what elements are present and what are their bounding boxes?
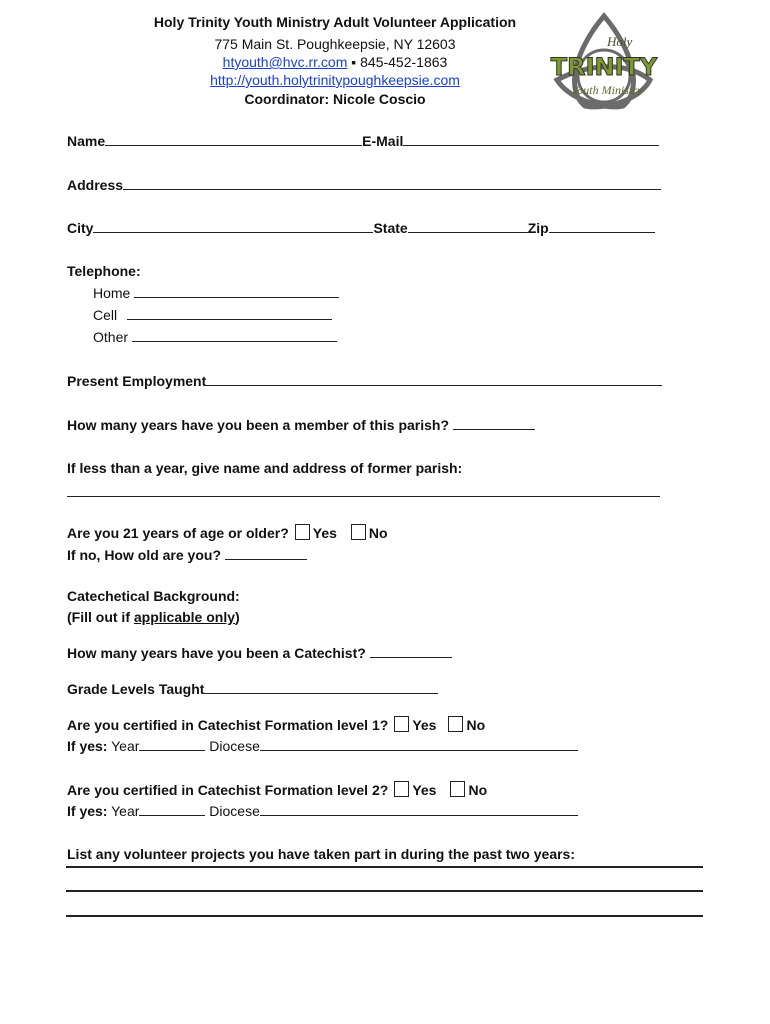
home-label: Home: [93, 285, 131, 301]
how-old-row: [67, 547, 307, 563]
phone-number: ▪ 845-452-1863: [351, 54, 448, 70]
cert1-diocese-label: Diocese: [209, 738, 260, 754]
age-question-label: Are you 21 years of age or older?: [67, 525, 289, 541]
other-label: Other: [93, 329, 129, 345]
cert2-if-yes-label: If yes:: [67, 803, 108, 819]
grade-levels-row: [67, 681, 438, 697]
city-label: City: [67, 220, 94, 236]
telephone-heading: Telephone:: [67, 263, 141, 279]
volunteer-label: List any volunteer projects you have taken part in during the past two years:: [67, 846, 576, 862]
ministry-address: 775 Main St. Poughkeepsie, NY 12603: [214, 36, 456, 52]
name-label: Name: [67, 133, 106, 149]
fill-out-prefix: (Fill out if: [67, 609, 134, 625]
cell-phone-input-line[interactable]: [127, 307, 332, 320]
contact-line: [100, 54, 570, 70]
employment-row: [67, 373, 662, 389]
trinity-logo: [545, 10, 663, 114]
former-parish-row: [67, 484, 660, 500]
fill-out-note: [67, 609, 240, 625]
cert1-if-yes-label: If yes:: [67, 738, 108, 754]
name-row: [67, 133, 659, 149]
years-catechist-input-line[interactable]: [370, 645, 452, 658]
volunteer-line-2[interactable]: [66, 890, 703, 892]
city-row: [67, 220, 655, 236]
logo-word-ministry: Youth Ministry: [571, 83, 643, 97]
cert1-details-row: [67, 738, 578, 754]
address-label: Address: [67, 177, 124, 193]
cert2-no-checkbox[interactable]: [450, 781, 465, 797]
address-input-line[interactable]: [123, 177, 661, 190]
cert2-label: Are you certified in Catechist Formation level 2?: [67, 782, 389, 798]
age-no-label: No: [368, 525, 388, 541]
age-no-checkbox[interactable]: [351, 524, 366, 540]
website-link[interactable]: http://youth.holytrinitypoughkeepsie.com: [210, 72, 460, 88]
employment-label: Present Employment: [67, 373, 207, 389]
catechetical-heading: Catechetical Background:: [67, 588, 240, 604]
applicable-only-text: applicable only: [133, 609, 236, 625]
cert1-diocese-input-line[interactable]: [260, 738, 578, 751]
cert2-details-row: [67, 803, 578, 819]
state-label: State: [373, 220, 408, 236]
grade-levels-input-line[interactable]: [204, 681, 438, 694]
age-row: [67, 524, 388, 541]
home-phone-input-line[interactable]: [134, 285, 339, 298]
how-old-label: If no, How old are you?: [67, 547, 221, 563]
employment-input-line[interactable]: [206, 373, 662, 386]
cell-label: Cell: [93, 307, 118, 323]
cert2-yes-label: Yes: [412, 782, 437, 798]
logo-word-holy: Holy: [607, 34, 633, 49]
other-phone-row: [93, 329, 337, 345]
cert1-row: [67, 716, 485, 733]
cert2-diocese-input-line[interactable]: [260, 803, 578, 816]
city-input-line[interactable]: [93, 220, 373, 233]
volunteer-line-3[interactable]: [66, 915, 703, 917]
coordinator: Coordinator: Nicole Coscio: [244, 91, 426, 107]
email-label: E-Mail: [362, 133, 404, 149]
cert1-year-label: Year: [111, 738, 140, 754]
cert1-no-checkbox[interactable]: [448, 716, 463, 732]
cert1-yes-checkbox[interactable]: [394, 716, 409, 732]
cert1-label: Are you certified in Catechist Formation level 1?: [67, 717, 389, 733]
former-parish-input-line[interactable]: [67, 484, 660, 497]
name-input-line[interactable]: [105, 133, 362, 146]
grade-levels-label: Grade Levels Taught: [67, 681, 205, 697]
home-phone-row: [93, 285, 339, 301]
cert2-no-label: No: [468, 782, 488, 798]
former-parish-label: If less than a year, give name and address of former parish:: [67, 460, 463, 476]
zip-input-line[interactable]: [549, 220, 655, 233]
years-member-input-line[interactable]: [453, 417, 535, 430]
cert2-row: [67, 781, 487, 798]
form-title: Holy Trinity Youth Ministry Adult Volunteer Application: [153, 14, 517, 30]
state-input-line[interactable]: [408, 220, 528, 233]
years-catechist-label: How many years have you been a Catechist?: [67, 645, 366, 661]
years-member-label: How many years have you been a member of this parish?: [67, 417, 450, 433]
years-catechist-row: [67, 645, 452, 661]
logo-word-trinity: TRINITY: [550, 53, 658, 81]
zip-label: Zip: [527, 220, 549, 236]
cell-phone-row: [93, 307, 332, 323]
website-line: [100, 72, 570, 88]
cert1-no-label: No: [466, 717, 486, 733]
cert2-year-label: Year: [111, 803, 140, 819]
years-member-row: [67, 417, 535, 433]
age-yes-checkbox[interactable]: [295, 524, 310, 540]
email-link[interactable]: htyouth@hvc.rr.com: [222, 54, 348, 70]
other-phone-input-line[interactable]: [132, 329, 337, 342]
cert1-year-input-line[interactable]: [139, 738, 205, 751]
cert2-year-input-line[interactable]: [139, 803, 205, 816]
age-yes-label: Yes: [312, 525, 337, 541]
email-input-line[interactable]: [403, 133, 659, 146]
volunteer-line-1[interactable]: [66, 866, 703, 868]
cert2-diocese-label: Diocese: [209, 803, 260, 819]
address-row: [67, 177, 661, 193]
cert2-yes-checkbox[interactable]: [394, 781, 409, 797]
how-old-input-line[interactable]: [225, 547, 307, 560]
fill-out-suffix: ): [235, 609, 240, 625]
cert1-yes-label: Yes: [412, 717, 437, 733]
